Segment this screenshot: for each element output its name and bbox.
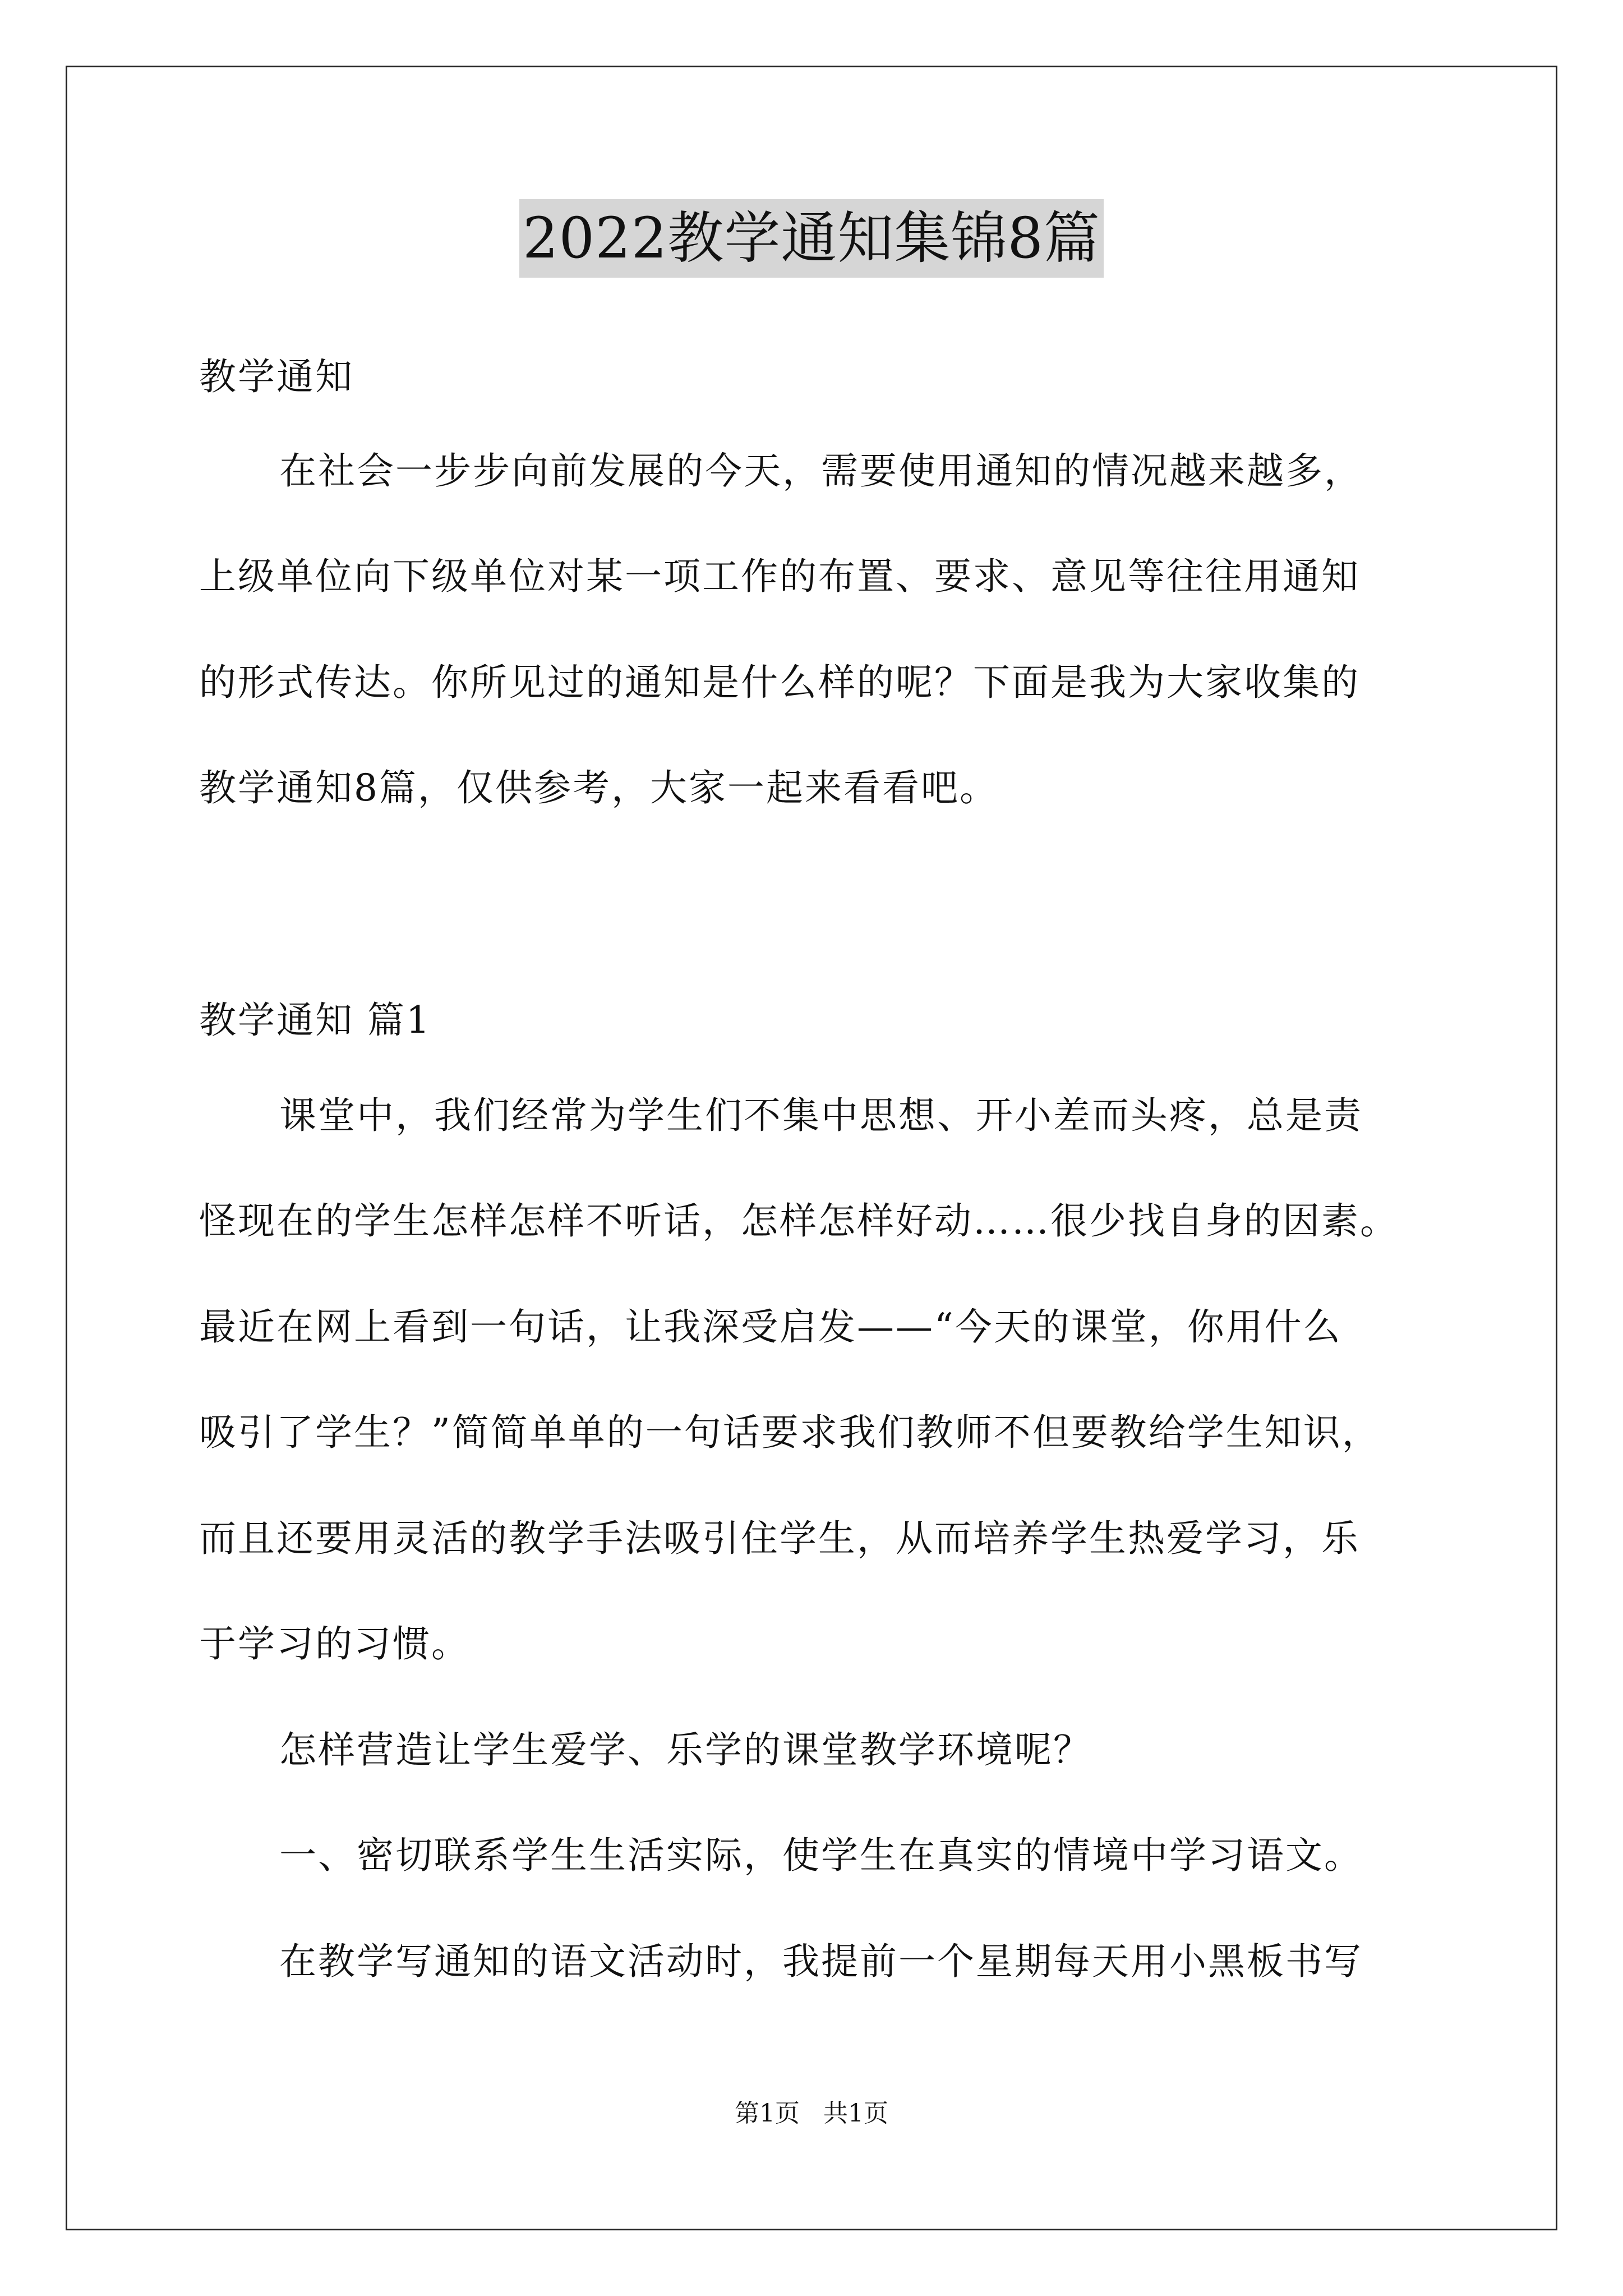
intro-line-4: 教学通知8篇，仅供参考，大家一起来看看吧。 xyxy=(199,766,998,809)
intro-line-3: 的形式传达。你所见过的通知是什么样的呢？下面是我为大家收集的 xyxy=(199,661,1360,704)
body-line-9: 在教学写通知的语文活动时，我提前一个星期每天用小黑板书写 xyxy=(279,1940,1363,1983)
intro-line-2: 上级单位向下级单位对某一项工作的布置、要求、意见等往往用通知 xyxy=(199,555,1360,598)
body-line-4: 吸引了学生？”简简单单的一句话要求我们教师不但要教给学生知识， xyxy=(199,1411,1381,1454)
section-label: 教学通知 xyxy=(199,355,354,398)
body-line-7: 怎样营造让学生爱学、乐学的课堂教学环境呢？ xyxy=(279,1728,1092,1772)
body-line-1: 课堂中，我们经常为学生们不集中思想、开小差而头疼，总是责 xyxy=(279,1094,1363,1137)
body-line-3: 最近在网上看到一句话，让我深受启发——“今天的课堂，你用什么 xyxy=(199,1305,1342,1349)
body-line-6: 于学习的习惯。 xyxy=(199,1622,470,1665)
page-footer: 第1页 共1页 xyxy=(735,2099,888,2128)
intro-line-1: 在社会一步步向前发展的今天，需要使用通知的情况越来越多， xyxy=(279,449,1363,493)
document-title: 2022教学通知集锦8篇 xyxy=(519,199,1104,278)
body-line-2: 怪现在的学生怎样怎样不听话，怎样怎样好动……很少找自身的因素。 xyxy=(199,1199,1399,1243)
heading-part-1: 教学通知 篇1 xyxy=(199,999,431,1042)
body-line-8: 一、密切联系学生生活实际，使学生在真实的情境中学习语文。 xyxy=(279,1834,1363,1877)
title-container xyxy=(0,199,1623,278)
body-line-5: 而且还要用灵活的教学手法吸引住学生，从而培养学生热爱学习，乐 xyxy=(199,1517,1360,1560)
